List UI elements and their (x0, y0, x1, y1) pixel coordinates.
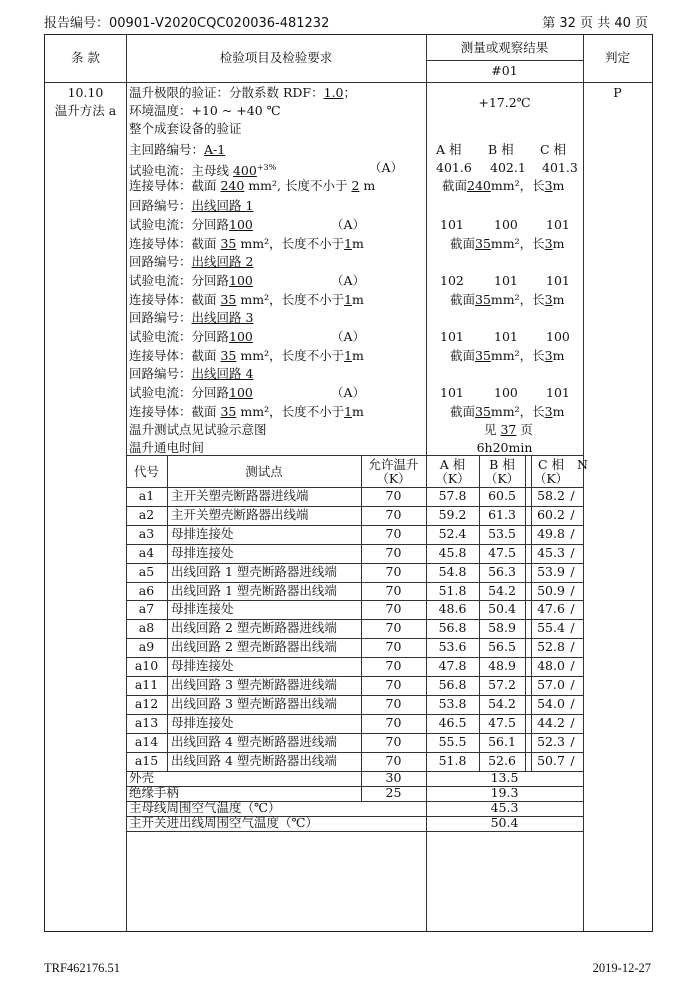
text-run: mm²，长度不小于 (236, 236, 345, 251)
text-run: 试验电流：主母线 (129, 163, 233, 179)
main-min-length: 2 (351, 178, 360, 193)
circuit-current-c: 101 (546, 217, 570, 232)
text-run: m (552, 178, 565, 193)
row-rise-c: 53.9 (537, 563, 565, 579)
row-rise-c: 50.9 (537, 582, 565, 598)
footer-form-number: TRF462176.51 (44, 961, 121, 975)
row-test-point: 母排连接处 (171, 525, 234, 541)
row-test-point: 出线回路 2 塑壳断路器进线端 (171, 620, 337, 636)
current-unit: （A） (331, 273, 366, 288)
main-circuit-line (129, 141, 225, 159)
row-code: a15 (134, 752, 159, 768)
text-run: 试验电流：分回路 (129, 329, 230, 344)
circuit-current-line (129, 216, 253, 234)
extra-row-value: 13.5 (490, 769, 519, 785)
row-rise-n: / (570, 733, 575, 749)
row-rise-c: 52.8 (537, 639, 565, 655)
circuit-current-c: 101 (546, 385, 570, 400)
rdf-line (129, 84, 356, 102)
circuit-conductor-line (129, 347, 364, 365)
circuit-cross-section: 35 (220, 292, 237, 307)
row-code: a14 (134, 733, 159, 749)
row-rise-b: 54.2 (488, 695, 516, 711)
grid-line (167, 455, 168, 771)
row-test-point: 母排连接处 (171, 658, 234, 674)
circuit-current: 100 (229, 329, 253, 344)
col-head-sample: #01 (491, 63, 518, 78)
extra-row-label: 外壳 (129, 769, 155, 785)
circuit-current-c: 101 (546, 273, 570, 288)
row-rise-c: 52.3 (537, 733, 565, 749)
row-allowed-rise: 70 (385, 677, 402, 692)
phase-b-label: B 相 (488, 142, 514, 157)
row-rise-n: / (570, 639, 575, 655)
col-head-result: 测量或观察结果 (460, 40, 549, 55)
row-rise-c: 45.3 (537, 544, 565, 560)
circuit-current-c: 100 (546, 329, 570, 344)
row-rise-n: / (570, 658, 575, 674)
text-run: 回路编号： (129, 310, 192, 325)
row-rise-a: 47.8 (438, 658, 467, 674)
circuit-conductor-result (450, 235, 564, 253)
circuit-result-length: 3 (544, 348, 553, 363)
main-cross-section: 240 (220, 178, 245, 193)
figure-page: 37 (500, 422, 517, 437)
row-rise-a: 53.6 (438, 639, 467, 655)
test-points-ref (484, 421, 533, 439)
verdict-value: P (613, 85, 622, 100)
row-rise-n: / (570, 488, 575, 503)
row-test-point: 母排连接处 (171, 601, 234, 617)
row-rise-c: 57.0 (537, 677, 565, 692)
circuit-current-a: 101 (440, 217, 464, 232)
main-circuit-no: A-1 (204, 142, 226, 157)
row-rise-c: 54.0 (537, 695, 565, 711)
text-run: 截面 (450, 236, 476, 251)
row-rise-b: 61.3 (488, 506, 516, 522)
row-test-point: 出线回路 1 塑壳断路器进线端 (171, 563, 337, 579)
row-allowed-rise: 70 (385, 695, 402, 711)
row-rise-b: 54.2 (488, 582, 516, 598)
current-unit: （A） (331, 329, 366, 344)
circuit-result-section: 35 (475, 236, 491, 251)
text-run: ； (343, 85, 356, 100)
text-run: m (352, 404, 364, 419)
row-rise-c: 50.7 (537, 752, 565, 768)
text-run: mm²，长 (490, 178, 545, 193)
row-rise-n: / (570, 563, 575, 579)
text-run: 回路编号： (129, 198, 192, 213)
row-allowed-rise: 70 (385, 544, 402, 560)
circuit-min-length: 1 (344, 348, 353, 363)
row-code: a1 (138, 488, 155, 503)
circuit-current-b: 101 (494, 273, 518, 288)
circuit-cross-section: 35 (220, 348, 237, 363)
row-test-point: 出线回路 4 塑壳断路器进线端 (171, 733, 337, 749)
row-rise-a: 55.5 (438, 733, 467, 749)
circuit-conductor-line (129, 235, 364, 253)
row-rise-b: 48.9 (488, 658, 516, 674)
col-head-c: C 相 (537, 457, 565, 472)
text-run: m (359, 178, 376, 193)
row-code: a12 (134, 695, 159, 711)
row-rise-b: 56.3 (488, 563, 516, 579)
row-rise-n: / (570, 601, 575, 617)
row-code: a13 (134, 714, 159, 730)
row-rise-c: 49.8 (537, 525, 565, 541)
col-divider (126, 35, 127, 931)
circuit-conductor-result (450, 403, 564, 421)
row-rise-c: 44.2 (537, 714, 565, 730)
circuit-current: 100 (229, 385, 253, 400)
row-code: a2 (138, 506, 155, 522)
text-run: mm²，长度不小于 (236, 292, 345, 307)
circuit-result-section: 35 (475, 404, 491, 419)
text-run: m (552, 404, 565, 419)
text-run: mm²，长 (490, 348, 545, 363)
circuit-cross-section: 35 (220, 236, 237, 251)
text-run: mm²，长 (490, 236, 545, 251)
text-run: m (352, 236, 364, 251)
circuit-name: 出线回路 2 (191, 254, 254, 269)
text-run: m (352, 348, 364, 363)
page-number: 第 32 页 共 40 页 (542, 16, 648, 31)
text-run: mm²，长 (490, 404, 545, 419)
main-conductor-line (129, 177, 375, 195)
row-allowed-rise: 70 (385, 714, 402, 730)
main-current-c: 401.3 (542, 160, 578, 175)
row-rise-c: 60.2 (537, 506, 565, 522)
main-result-length: 3 (544, 178, 553, 193)
row-test-point: 出线回路 3 塑壳断路器出线端 (171, 695, 337, 711)
row-test-point: 出线回路 1 塑壳断路器出线端 (171, 582, 337, 598)
text-run: 试验电流：分回路 (129, 217, 230, 232)
clause-name: 温升方法 a (54, 103, 117, 118)
circuit-name: 出线回路 1 (191, 198, 254, 213)
circuit-result-length: 3 (544, 404, 553, 419)
text-run: 连接导体：截面 (129, 236, 221, 251)
circuit-conductor-line (129, 291, 364, 309)
row-rise-b: 53.5 (488, 525, 516, 541)
footer-date: 2019-12-27 (592, 961, 651, 975)
circuit-conductor-result (450, 347, 564, 365)
row-rise-c: 58.2 (537, 488, 565, 503)
row-test-point: 母排连接处 (171, 714, 234, 730)
row-rise-a: 56.8 (438, 677, 467, 692)
circuit-result-section: 35 (475, 348, 491, 363)
main-conductor-result (442, 177, 564, 195)
circuit-current-b: 100 (494, 385, 518, 400)
row-allowed-rise: 70 (385, 733, 402, 749)
row-rise-n: / (570, 506, 575, 522)
row-rise-b: 47.5 (488, 544, 516, 560)
row-test-point: 主开关塑壳断路器出线端 (171, 506, 309, 522)
row-test-point: 出线回路 2 塑壳断路器出线端 (171, 639, 337, 655)
row-allowed-rise: 70 (385, 639, 402, 655)
row-rise-c: 48.0 (537, 658, 565, 674)
circuit-line (129, 253, 253, 271)
extra-row-allowed: 30 (385, 769, 402, 785)
row-rise-b: 47.5 (488, 714, 516, 730)
col-head-n: N (577, 457, 588, 472)
row-test-point: 母排连接处 (171, 544, 234, 560)
row-rise-n: / (570, 714, 575, 730)
text-run: 页 (516, 422, 533, 437)
row-code: a7 (138, 601, 155, 617)
extra-row-value: 50.4 (490, 814, 519, 830)
extra-row-label: 主开关进出线周围空气温度（℃） (129, 814, 318, 830)
circuit-min-length: 1 (344, 292, 353, 307)
row-allowed-rise: 70 (385, 601, 402, 617)
circuit-line (129, 197, 253, 215)
row-rise-a: 51.8 (438, 582, 467, 598)
col-head-verdict: 判定 (604, 50, 630, 65)
col-head-item: 检验项目及检验要求 (219, 50, 333, 65)
row-rise-n: / (570, 677, 575, 692)
text-run: 主回路编号： (129, 142, 205, 157)
row-rise-c: 55.4 (537, 620, 565, 636)
circuit-result-length: 3 (544, 292, 553, 307)
col-head-clause: 条 款 (71, 50, 100, 65)
row-rise-b: 60.5 (488, 488, 516, 503)
row-rise-a: 53.8 (438, 695, 467, 711)
circuit-current-a: 102 (440, 273, 464, 288)
col-head-code: 代号 (133, 464, 159, 479)
circuit-current-line (129, 272, 253, 290)
main-current: 400 (232, 163, 257, 179)
row-rise-a: 46.5 (438, 714, 467, 730)
row-rise-b: 56.1 (488, 733, 516, 749)
text-run: mm²，长 (490, 292, 545, 307)
row-rise-a: 51.8 (438, 752, 467, 768)
test-points-line: 温升测试点见试验示意图 (129, 422, 267, 437)
energizing-time-value: 6h20min (476, 440, 533, 455)
row-code: a11 (134, 677, 159, 692)
circuit-conductor-line (129, 403, 364, 421)
tolerance-sup: +3% (256, 163, 277, 172)
row-rise-b: 58.9 (488, 620, 516, 636)
current-unit: （A） (331, 385, 366, 400)
row-code: a8 (138, 620, 155, 636)
circuit-line (129, 365, 253, 383)
text-run: 试验电流：分回路 (129, 273, 230, 288)
text-run: 试验电流：分回路 (129, 385, 230, 400)
text-run: m (552, 236, 565, 251)
row-rise-a: 59.2 (438, 506, 467, 522)
row-code: a9 (138, 639, 155, 655)
row-rise-n: / (570, 620, 575, 636)
circuit-current-b: 100 (494, 217, 518, 232)
row-rise-a: 45.8 (438, 544, 467, 560)
main-current-a: 401.6 (436, 160, 472, 175)
main-current-b: 402.1 (490, 160, 526, 175)
row-rise-b: 52.6 (488, 752, 516, 768)
circuit-name: 出线回路 4 (191, 366, 254, 381)
col-head-allow: 允许温升 (368, 457, 419, 472)
text-run: 见 (484, 422, 501, 437)
row-rise-n: / (570, 695, 575, 711)
row-rise-n: / (570, 544, 575, 560)
row-rise-a: 54.8 (438, 563, 467, 579)
row-rise-b: 50.4 (488, 601, 516, 617)
text-run: 连接导体：截面 (129, 292, 221, 307)
text-run: 连接导体：截面 (129, 178, 221, 193)
rdf-value: 1.0 (323, 85, 344, 100)
row-rise-a: 52.4 (438, 525, 467, 541)
row-allowed-rise: 70 (385, 658, 402, 674)
text-run: 温升极限的验证：分散系数 RDF： (129, 85, 324, 100)
text-run: 连接导体：截面 (129, 404, 221, 419)
extra-row-value: 45.3 (490, 799, 519, 815)
circuit-current-a: 101 (440, 385, 464, 400)
row-allowed-rise: 70 (385, 488, 402, 503)
col-head-b-unit: （K） (484, 471, 520, 486)
row-rise-a: 57.8 (438, 488, 467, 503)
main-result-section: 240 (467, 178, 491, 193)
row-rise-n: / (570, 582, 575, 598)
row-allowed-rise: 70 (385, 506, 402, 522)
text-run: 连接导体：截面 (129, 348, 221, 363)
row-divider (45, 82, 652, 83)
text-run: mm², 长度不小于 (244, 178, 352, 193)
row-rise-b: 56.5 (488, 639, 516, 655)
row-code: a6 (138, 582, 155, 598)
phase-a-label: A 相 (436, 142, 462, 157)
row-rise-b: 57.2 (488, 677, 516, 692)
current-unit: （A） (331, 217, 366, 232)
row-test-point: 出线回路 3 塑壳断路器进线端 (171, 677, 337, 692)
circuit-current-b: 101 (494, 329, 518, 344)
circuit-result-section: 35 (475, 292, 491, 307)
col-head-b: B 相 (489, 457, 515, 472)
row-divider (426, 60, 583, 61)
row-allowed-rise: 70 (385, 582, 402, 598)
ambient-temp-line: 环境温度：+10 ~ +40 ℃ (129, 103, 281, 118)
circuit-current-line (129, 384, 253, 402)
circuit-min-length: 1 (344, 236, 353, 251)
text-run: mm²，长度不小于 (236, 348, 345, 363)
circuit-conductor-result (450, 291, 564, 309)
row-code: a4 (138, 544, 155, 560)
row-code: a5 (138, 563, 155, 579)
circuit-current-line (129, 328, 253, 346)
circuit-current: 100 (229, 217, 253, 232)
extra-row-value: 19.3 (490, 784, 519, 800)
energizing-time-line: 温升通电时间 (129, 440, 205, 455)
row-rise-n: / (570, 525, 575, 541)
text-run: 回路编号： (129, 254, 192, 269)
row-allowed-rise: 70 (385, 563, 402, 579)
text-run: 截面 (442, 178, 468, 193)
row-allowed-rise: 70 (385, 525, 402, 541)
report-table (44, 34, 653, 932)
current-unit: （A） (369, 160, 404, 175)
phase-c-label: C 相 (540, 142, 567, 157)
text-run: m (552, 348, 565, 363)
text-run: mm²，长度不小于 (236, 404, 345, 419)
row-rise-n: / (570, 752, 575, 768)
col-head-a: A 相 (439, 457, 466, 472)
row-code: a3 (138, 525, 155, 541)
row-code: a10 (134, 658, 159, 674)
extra-row-allowed: 25 (385, 784, 402, 800)
extra-row-label: 绝缘手柄 (129, 784, 180, 800)
circuit-line (129, 309, 253, 327)
page-header (44, 10, 648, 30)
ambient-temp-value: +17.2℃ (478, 95, 531, 110)
row-allowed-rise: 70 (385, 752, 402, 768)
col-head-c-unit: （K） (533, 471, 569, 486)
row-rise-a: 56.8 (438, 620, 467, 636)
extra-row-label: 主母线周围空气温度（℃） (129, 799, 281, 815)
whole-assembly-line: 整个成套设备的验证 (129, 121, 242, 136)
text-run: m (352, 292, 364, 307)
report-number: 报告编号：00901-V2020CQC020036-481232 (44, 16, 330, 31)
circuit-current: 100 (229, 273, 253, 288)
circuit-result-length: 3 (544, 236, 553, 251)
text-run: 回路编号： (129, 366, 192, 381)
text-run: m (552, 292, 565, 307)
col-head-point: 测试点 (245, 464, 283, 479)
circuit-cross-section: 35 (220, 404, 237, 419)
col-head-a-unit: （K） (435, 471, 470, 486)
row-rise-c: 47.6 (537, 601, 565, 617)
text-run: 截面 (450, 348, 476, 363)
row-rise-a: 48.6 (438, 601, 467, 617)
circuit-current-a: 101 (440, 329, 464, 344)
row-allowed-rise: 70 (385, 620, 402, 636)
circuit-min-length: 1 (344, 404, 353, 419)
text-run: 截面 (450, 292, 476, 307)
circuit-name: 出线回路 3 (191, 310, 254, 325)
clause-number: 10.10 (67, 85, 104, 100)
row-test-point: 出线回路 4 塑壳断路器出线端 (171, 752, 337, 768)
col-divider (583, 35, 584, 931)
col-head-allow-unit: （K） (376, 471, 411, 486)
row-test-point: 主开关塑壳断路器进线端 (171, 488, 309, 503)
text-run: 截面 (450, 404, 476, 419)
